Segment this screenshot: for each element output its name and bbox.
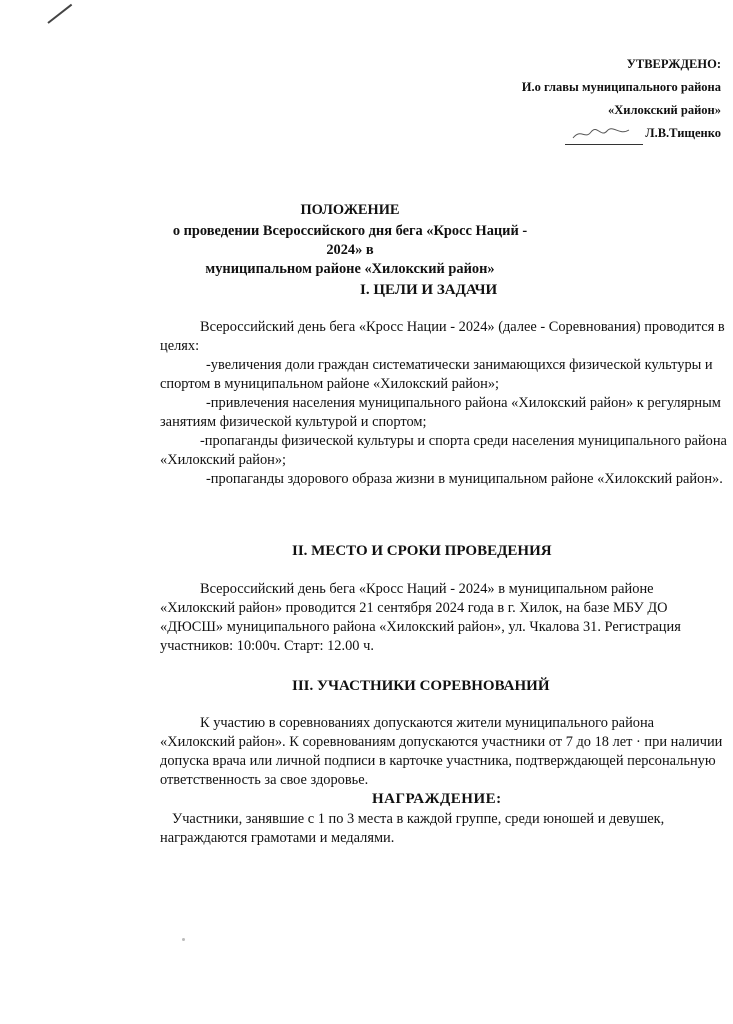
- award-heading: НАГРАЖДЕНИЕ:: [372, 791, 502, 807]
- title-main: ПОЛОЖЕНИЕ: [300, 202, 400, 218]
- handwritten-signature: [565, 128, 643, 145]
- section-1-body: [160, 318, 728, 489]
- approver-name: Л.В.Тищенко: [645, 126, 721, 140]
- title-sub-2: муниципальном районе «Хилокский район»: [205, 261, 495, 277]
- award-text: Участники, занявшие с 1 по 3 места в каждой группе, среди юношей и девушек, награждаются грамотами и медалями.: [160, 811, 665, 846]
- award-body: [160, 810, 728, 848]
- signature-line: [565, 122, 721, 145]
- approval-position: И.о главы муниципального района: [521, 80, 721, 94]
- section-1-item-2: -привлечения населения муниципального района «Хилокский район» к регулярным занятиям физической культурой и спортом;: [160, 395, 721, 430]
- section-3-heading: III. УЧАСТНИКИ СОРЕВНОВАНИЙ: [292, 678, 550, 694]
- section-1-item-1: -увеличения доли граждан систематически занимающихся физической культуры и спортом в муниципальном районе «Хилокский район»;: [160, 357, 713, 392]
- approval-district: «Хилокский район»: [607, 103, 721, 117]
- approval-stamp: [522, 53, 721, 153]
- approval-heading: УТВЕРЖДЕНО:: [626, 57, 721, 71]
- scan-mark: [47, 4, 72, 24]
- section-1-item-3: -пропаганды физической культуры и спорта среди населения муниципального района «Хилокский район»;: [160, 433, 727, 468]
- section-3-body: [160, 714, 728, 790]
- section-2-body: [160, 580, 728, 656]
- section-2-text: Всероссийский день бега «Кросс Наций - 2024» в муниципальном районе «Хилокский район» проводится 21 сентября 2024 года в г. Хилок, на базе МБУ ДО «ДЮСШ» муниципального района «Хилокский район», ул. Чкалова 31. Регистрация участников: 10:00ч. Старт: 12.00 ч.: [160, 581, 681, 654]
- section-1-intro: Всероссийский день бега «Кросс Нации - 2024» (далее - Соревнования) проводится в целях:: [160, 319, 725, 354]
- section-2-heading: II. МЕСТО И СРОКИ ПРОВЕДЕНИЯ: [292, 543, 552, 559]
- scan-dot: [182, 938, 185, 941]
- document-title: [160, 201, 540, 279]
- section-3-text: К участию в соревнованиях допускаются жители муниципального района «Хилокский район». К соревнованиям допускаются участники от 7 до 18 лет · при наличии допуска врача или личной подписи в карточке участника, подтверждающей персональную ответственность за свое здоровье.: [160, 715, 723, 788]
- section-1-item-4: -пропаганды здорового образа жизни в муниципальном районе «Хилокский район».: [206, 471, 723, 487]
- section-1-heading: I. ЦЕЛИ И ЗАДАЧИ: [360, 282, 498, 298]
- title-sub-1: о проведении Всероссийского дня бега «Кросс Наций - 2024» в: [172, 223, 528, 258]
